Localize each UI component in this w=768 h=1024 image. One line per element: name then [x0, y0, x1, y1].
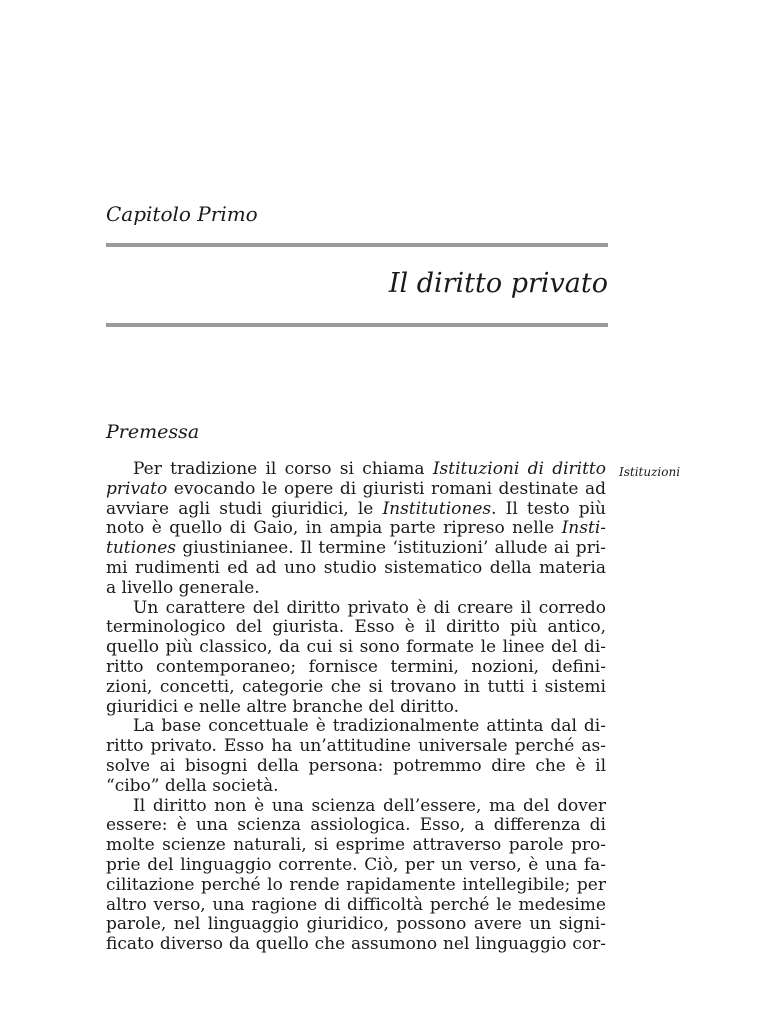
text-line [106, 698, 606, 718]
text-line [106, 737, 606, 757]
italic-term: tutiones [106, 538, 177, 559]
text-line [106, 559, 606, 579]
text-line [106, 856, 606, 876]
text-run: noto è quello di Gaio, in ampia parte ripreso nelle [106, 518, 562, 539]
italic-term: privato [106, 478, 168, 499]
section-title: Premessa [106, 421, 200, 443]
text-line [106, 579, 606, 599]
text-line [106, 896, 606, 916]
text-run: giustinianee. Il termine ‘istituzioni’ allude ai pri- [176, 538, 606, 559]
text-run: essere: è una scienza assiologica. Esso, a differenza di [106, 815, 606, 836]
text-run: a livello generale. [106, 577, 260, 598]
text-run: giuridici e nelle altre branche del diritto. [106, 696, 460, 717]
text-run: evocando le opere di giuristi romani destinate ad [167, 478, 606, 499]
text-line [106, 757, 606, 777]
body-text [106, 460, 606, 955]
text-run: zioni, concetti, categorie che si trovano in tutti i sistemi [106, 676, 606, 697]
text-run: ritto contemporaneo; fornisce termini, nozioni, defini- [106, 656, 606, 677]
text-run: “cibo” della società. [106, 775, 279, 796]
text-line [106, 539, 606, 559]
text-line [106, 460, 606, 480]
text-line [106, 935, 606, 955]
text-run: molte scienze naturali, si esprime attraverso parole pro- [106, 835, 606, 856]
text-line [106, 618, 606, 638]
italic-term: Istituzioni di diritto [432, 459, 606, 479]
text-run: prie del linguaggio corrente. Ciò, per un verso, è una fa- [106, 854, 606, 875]
text-line [106, 519, 606, 539]
margin-note: Istituzioni [619, 465, 681, 479]
text-run: ritto privato. Esso ha un’attitudine universale perché as- [106, 736, 606, 757]
text-line [106, 816, 606, 836]
text-run: Per tradizione il corso si chiama [133, 459, 433, 479]
text-run: avviare agli studi giuridici, le [106, 498, 383, 519]
text-run: La base concettuale è tradizionalmente attinta dal di- [133, 716, 606, 737]
text-line [106, 876, 606, 896]
chapter-title: Il diritto privato [388, 268, 608, 299]
text-line [106, 836, 606, 856]
text-run: terminologico del giurista. Esso è il diritto più antico, [106, 617, 606, 638]
text-line [106, 797, 606, 817]
text-run: Il diritto non è una scienza dell’essere, ma del dover [133, 795, 606, 816]
text-run: ficato diverso da quello che assumono nel linguaggio cor- [106, 934, 606, 955]
text-line [106, 658, 606, 678]
text-run: cilitazione perché lo rende rapidamente intellegibile; per [106, 874, 606, 895]
text-line [106, 777, 606, 797]
text-line [106, 480, 606, 500]
text-run: Un carattere del diritto privato è di creare il corredo [133, 597, 606, 618]
title-rule-top [106, 243, 608, 247]
text-line [106, 678, 606, 698]
italic-term: Institutiones [382, 498, 492, 519]
title-rule-bottom [106, 323, 608, 327]
text-run: parole, nel linguaggio giuridico, possono avere un signi- [106, 914, 606, 935]
text-run: altro verso, una ragione di difficoltà perché le medesime [106, 894, 606, 915]
text-line [106, 717, 606, 737]
text-line [106, 500, 606, 520]
text-run: solve ai bisogni della persona: potremmo dire che è il [106, 755, 606, 776]
chapter-label: Capitolo Primo [106, 202, 258, 226]
text-line [106, 638, 606, 658]
text-line [106, 599, 606, 619]
text-run: quello più classico, da cui si sono formate le linee del di- [106, 637, 606, 658]
text-run: mi rudimenti ed ad uno studio sistematico della materia [106, 557, 606, 578]
italic-term: Insti- [561, 518, 606, 539]
text-run: . Il testo più [491, 498, 606, 519]
text-line [106, 915, 606, 935]
